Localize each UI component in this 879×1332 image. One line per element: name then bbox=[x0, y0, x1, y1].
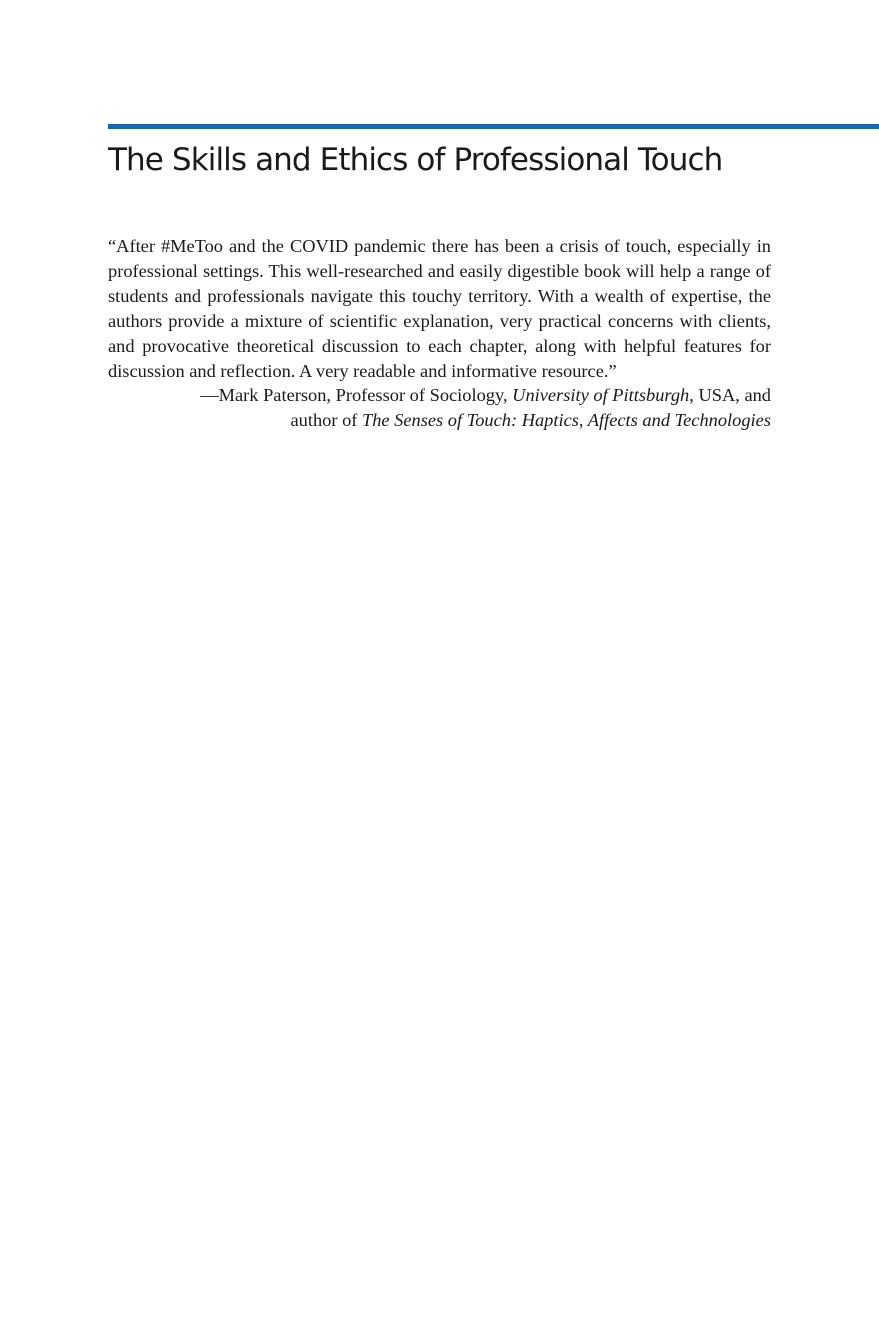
endorsement-quote: “After #MeToo and the COVID pandemic there has been a crisis of touch, especially in professional settings. This well-researched and easily digestible book will help a range of students and professionals navigate this touchy territory. With a wealth of expertise, the authors provide a mixture of scientific explanation, very practical concerns with clients, and provocative theoretical discussion to each chapter, along with helpful features for discussion and reflection. A very readable and informative resource.” bbox=[108, 236, 771, 381]
attribution-institution: University of Pittsburgh bbox=[512, 385, 690, 406]
attribution-name: —Mark Paterson, Professor of Sociology, bbox=[200, 385, 513, 406]
book-title: The Skills and Ethics of Professional Touch bbox=[108, 142, 723, 178]
attribution-country: , USA, and bbox=[689, 385, 771, 406]
attribution-author-of: author of bbox=[290, 410, 362, 431]
endorsement bbox=[108, 234, 771, 433]
attribution-book-title: The Senses of Touch: Haptics, Affects and Technologies bbox=[361, 410, 771, 431]
title-rule bbox=[108, 124, 879, 129]
endorsement-attribution bbox=[108, 383, 771, 433]
